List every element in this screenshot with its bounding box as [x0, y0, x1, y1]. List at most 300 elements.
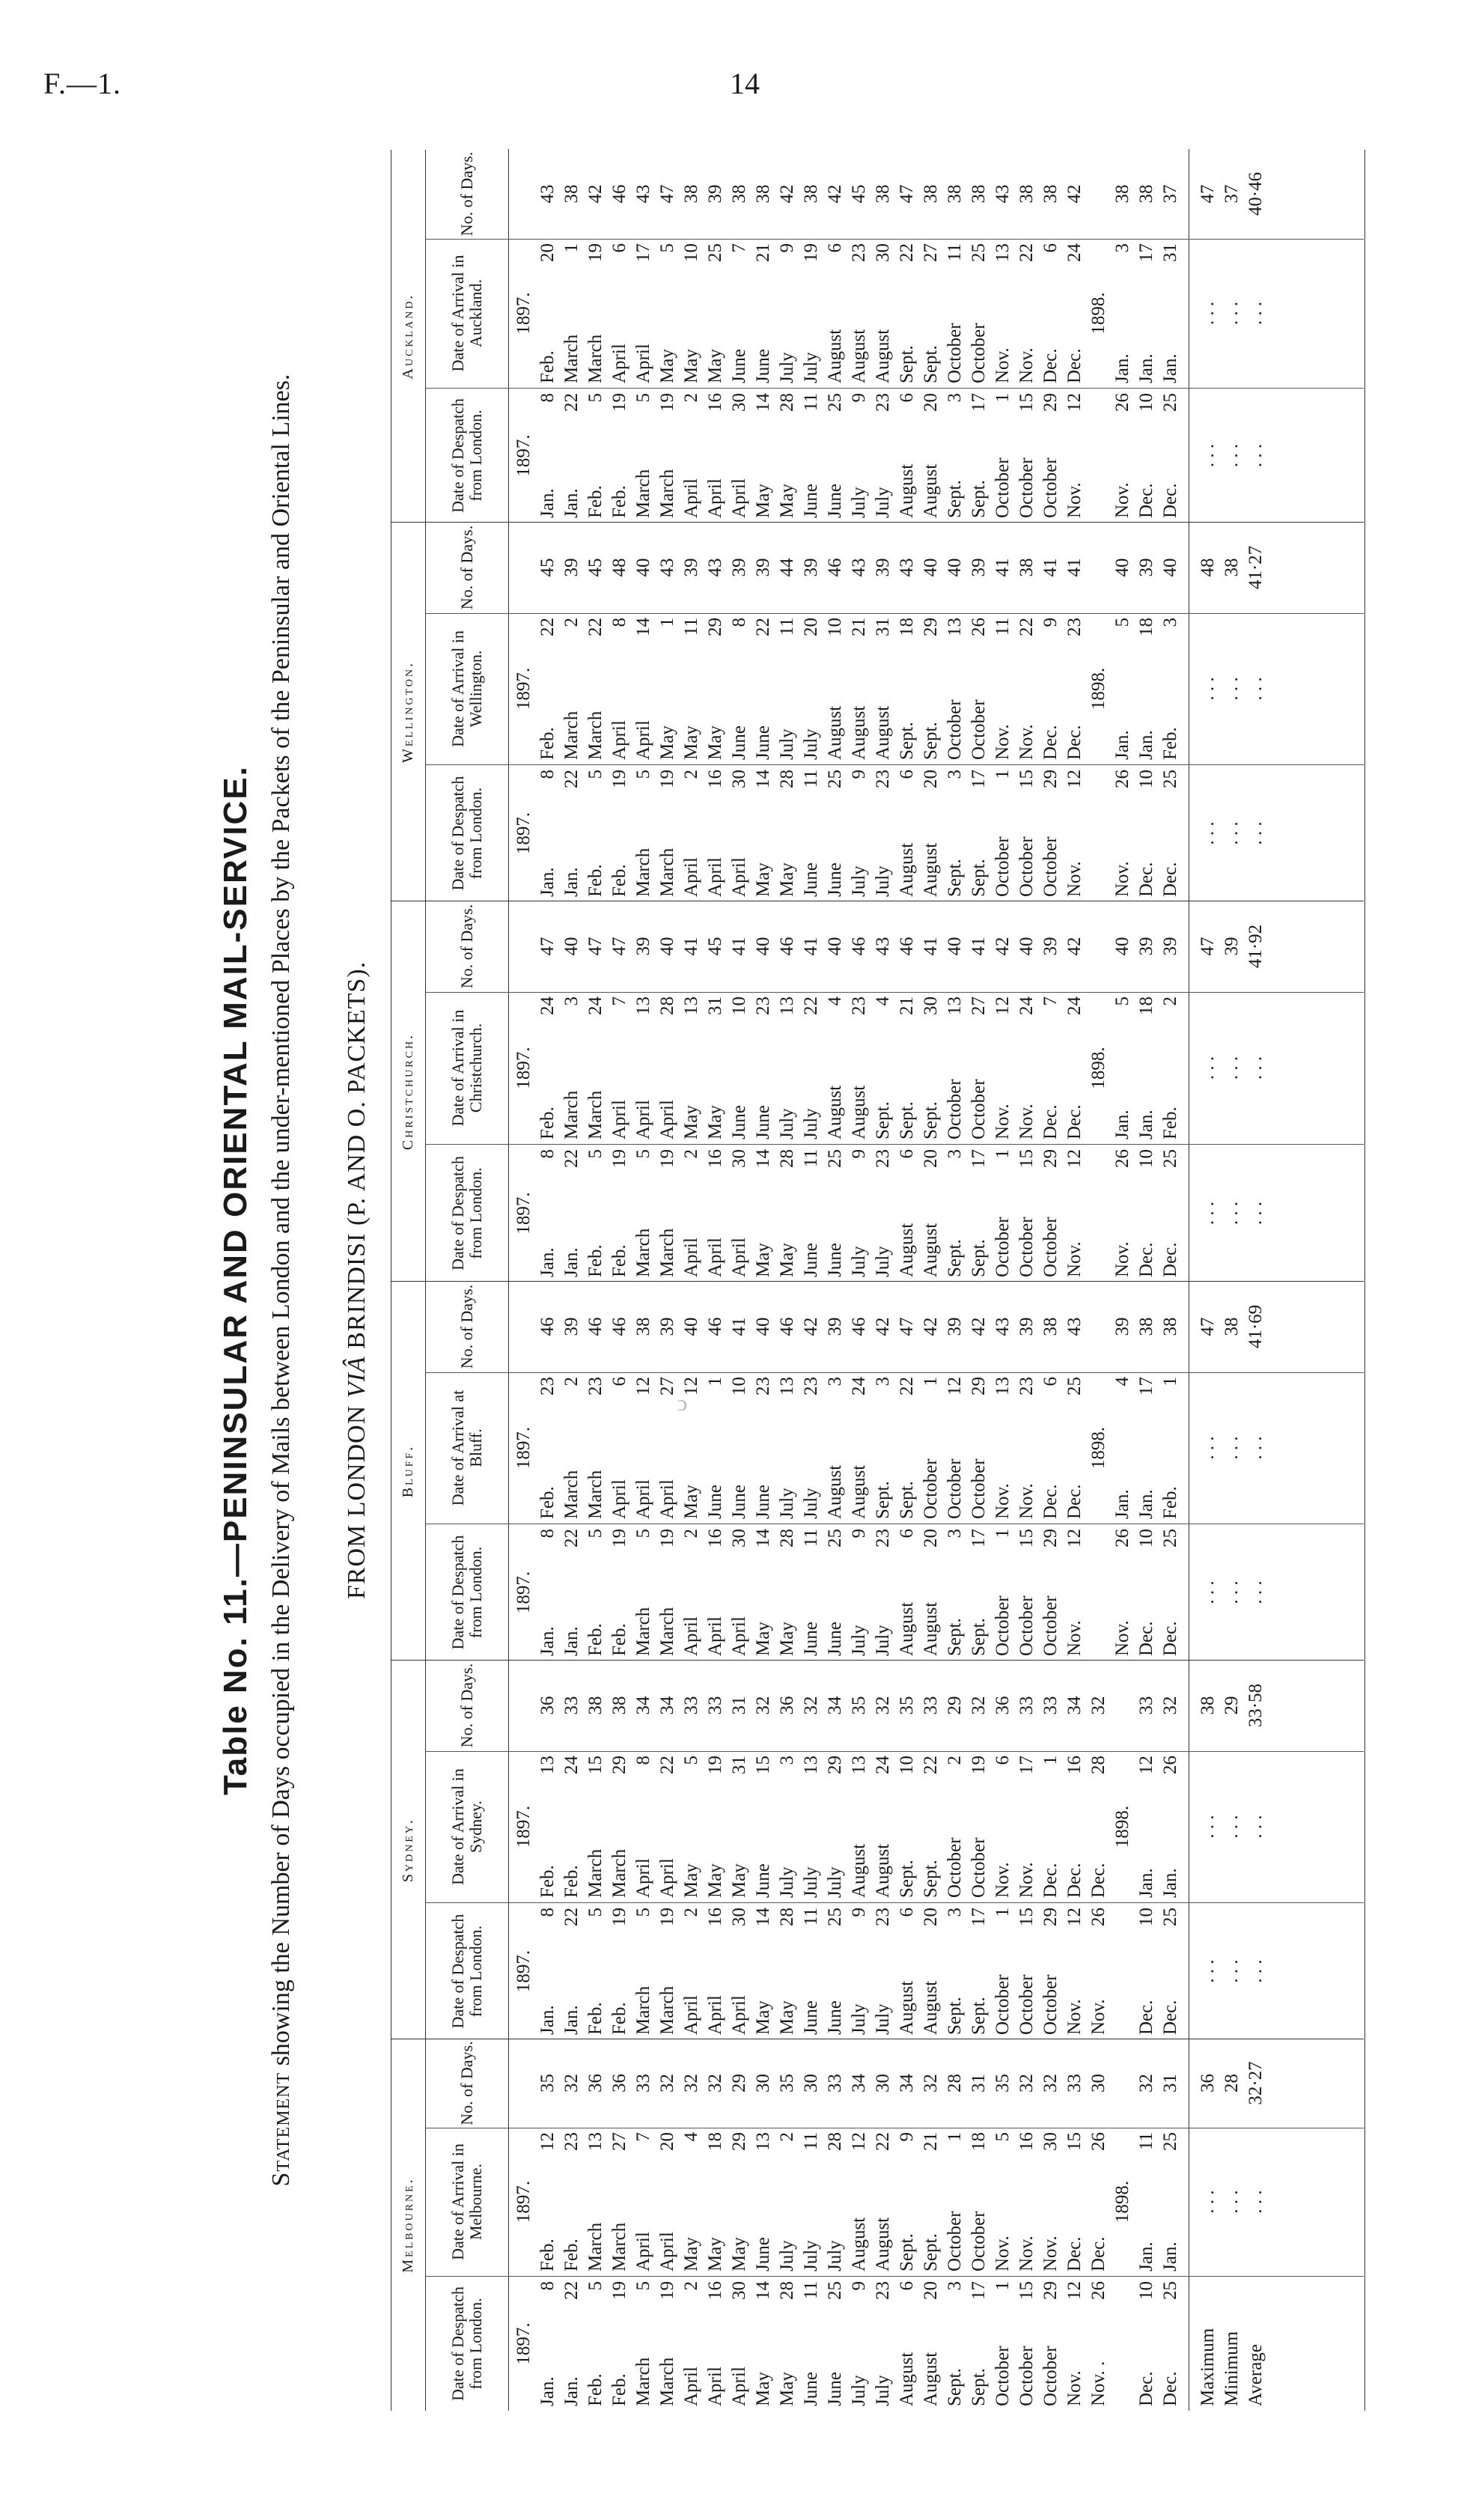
month: Nov.: [1040, 2236, 1061, 2271]
days-cell: 39: [681, 558, 701, 577]
day: 3: [561, 996, 582, 1006]
days-cell: 39: [873, 558, 893, 577]
day: 9: [849, 1908, 869, 1917]
arrival-date-cell: [584, 992, 608, 1144]
despatch-date-cell: [991, 1524, 1015, 1661]
days-column: [425, 1281, 1364, 1373]
arrival-date-cell: [967, 613, 991, 764]
despatch-date-cell: [632, 1903, 656, 2039]
day: 12: [849, 2132, 869, 2151]
month: May: [681, 1105, 701, 1139]
days-cell: 40: [825, 937, 845, 956]
day: 7: [633, 2132, 653, 2142]
days-cell: 32: [1160, 1696, 1180, 1715]
day: 4: [1112, 1377, 1132, 1387]
day: 22: [561, 1149, 582, 1168]
arrival-date-cell: [823, 992, 847, 1144]
despatch-date-cell: [775, 389, 799, 523]
year-cell: [1087, 765, 1111, 901]
despatch-date-cell: [943, 1903, 967, 2039]
arrival-date-cell: [751, 1751, 775, 1902]
day: 5: [585, 1529, 606, 1539]
arrival-header: Date of Arrival in Melbourne.: [425, 2128, 509, 2276]
despatch-date-cell: [1015, 389, 1039, 523]
despatch-column: [425, 1524, 1364, 1661]
summary-dots: . . .: [1245, 677, 1266, 701]
day: 6: [1040, 1377, 1061, 1387]
mail-service-table: [391, 150, 1386, 2411]
days-cell: 35: [849, 1696, 869, 1715]
arrival-date-cell: [871, 613, 895, 764]
month: Feb.: [585, 1244, 606, 1277]
arrival-date-cell: [775, 2128, 799, 2276]
summary-avg-value: 41·27: [1245, 545, 1266, 590]
arrival-date-cell: [632, 2128, 656, 2276]
arrival-date-cell: [991, 1751, 1015, 1902]
month: May: [681, 1863, 701, 1898]
month: May: [705, 1105, 725, 1139]
day: 19: [609, 1529, 629, 1547]
day: 23: [753, 996, 773, 1015]
day: 30: [729, 2281, 749, 2300]
arrival-date-cell: [1015, 1751, 1039, 1902]
days-cell: 28: [945, 2074, 965, 2093]
day: 22: [657, 1756, 677, 1774]
arrival-date-cell: [967, 239, 991, 388]
day: 9: [849, 770, 869, 779]
arrival-date-cell: [728, 1751, 751, 1902]
despatch-date-cell: [536, 389, 560, 523]
group-name: Wellington.: [391, 523, 426, 901]
arrival-date-cell: [560, 1751, 584, 1902]
despatch-date-cell: [704, 2277, 728, 2411]
days-cell: 40: [657, 937, 677, 956]
month: Nov.: [1016, 1483, 1037, 1519]
day: 1: [657, 618, 677, 627]
day: 26: [1088, 2281, 1108, 2300]
days-cell: 32: [921, 2074, 941, 2093]
days-cell: [512, 901, 536, 992]
despatch-date-cell: [919, 1145, 943, 1282]
despatch-date-cell: [1015, 1903, 1039, 2039]
month: Nov.: [1064, 1999, 1085, 2035]
group-name: Bluff.: [391, 1282, 426, 1661]
month: October: [945, 2211, 965, 2271]
days-cell: 45: [705, 937, 725, 956]
group-auckland: [391, 150, 1364, 523]
day: 22: [1016, 618, 1037, 636]
despatch-date-cell: [656, 1145, 680, 1282]
day: 25: [1160, 1149, 1180, 1168]
arrival-date-cell: [632, 239, 656, 388]
days-cell: 30: [1088, 2074, 1108, 2093]
day: 3: [945, 1149, 965, 1159]
days-cell: 45: [849, 184, 869, 204]
day: 5: [992, 2132, 1013, 2142]
year-cell: 1898.: [1112, 2180, 1132, 2224]
days-cell: 43: [1064, 1317, 1085, 1336]
day: 11: [681, 618, 701, 636]
day: 1: [992, 770, 1013, 779]
month: May: [657, 725, 677, 760]
despatch-date-cell: [823, 765, 847, 901]
summary-dots: . . .: [1245, 1959, 1266, 1983]
month: October: [969, 2211, 989, 2271]
day: 31: [729, 1756, 749, 1774]
arrival-date-cell: [871, 2128, 895, 2276]
day: 23: [873, 1149, 893, 1168]
days-cell: 33: [921, 1696, 941, 1715]
day: 13: [777, 996, 797, 1015]
month: July: [849, 2375, 869, 2406]
days-header: No. of Days.: [425, 1660, 509, 1751]
arrival-header: Date of Arrival at Bluff.: [425, 1372, 509, 1524]
day: 20: [921, 770, 941, 788]
month: April: [633, 1100, 653, 1139]
days-cell: 41: [992, 558, 1013, 577]
arrival-date-cell: [1063, 239, 1087, 388]
days-cell: 43: [992, 1317, 1013, 1336]
day: 22: [561, 2281, 582, 2300]
day: 29: [921, 618, 941, 636]
day: 12: [992, 996, 1013, 1015]
month: Jan.: [1112, 730, 1132, 760]
month: August: [849, 1085, 869, 1139]
days-cell: 34: [657, 1696, 677, 1715]
day: 6: [897, 1529, 917, 1539]
arrival-date-cell: [871, 1751, 895, 1902]
day: 12: [1064, 1908, 1085, 1926]
arrival-date-cell: [1039, 1751, 1063, 1902]
arrival-date-cell: [680, 992, 704, 1144]
summary-min-label: Minimum: [1222, 2331, 1242, 2406]
day: 1: [992, 1529, 1013, 1539]
table-title: Table No. 11.—PENINSULAR AND ORIENTAL MAIL-SERVICE.: [217, 765, 254, 1795]
arrival-date-cell: [1111, 992, 1135, 1144]
month: Jan.: [561, 2005, 582, 2035]
despatch-column: [425, 1903, 1364, 2039]
month: Dec.: [1136, 2000, 1156, 2035]
day: 13: [801, 1756, 821, 1774]
month: June: [801, 1243, 821, 1277]
despatch-date-cell: [1159, 1903, 1183, 2039]
arrival-date-cell: [919, 2128, 943, 2276]
despatch-date-cell: [560, 1524, 584, 1661]
day: 28: [777, 1149, 797, 1168]
month: May: [753, 2372, 773, 2406]
despatch-date-cell: [751, 1524, 775, 1661]
month: Sept.: [969, 1997, 989, 2035]
day: 12: [633, 1377, 653, 1396]
days-cell: 33: [1064, 2074, 1085, 2093]
month: October: [945, 699, 965, 760]
route-after: BRINDISI (P. AND O. PACKETS).: [343, 961, 370, 1357]
day: 23: [873, 393, 893, 412]
despatch-date-cell: [847, 2277, 871, 2411]
summary-dots: . . .: [1245, 1815, 1266, 1839]
day: 19: [969, 1756, 989, 1774]
month: October: [992, 1974, 1013, 2035]
day: 10: [1136, 1149, 1156, 1168]
despatch-date-cell: [608, 765, 632, 901]
day: 19: [801, 243, 821, 262]
day: 10: [1136, 2281, 1156, 2300]
day: 1: [992, 2281, 1013, 2291]
month: October: [1040, 836, 1061, 897]
month: July: [873, 1246, 893, 1277]
month: October: [1040, 1595, 1061, 1656]
days-cell: 43: [633, 184, 653, 204]
month: June: [753, 1863, 773, 1898]
day: 22: [897, 243, 917, 262]
month: June: [729, 725, 749, 760]
month: Dec.: [1064, 348, 1085, 383]
arrival-date-cell: [847, 1751, 871, 1902]
despatch-date-cell: [1159, 389, 1183, 523]
despatch-date-cell: [1087, 1903, 1111, 2039]
despatch-date-cell: [656, 1903, 680, 2039]
day: 19: [609, 393, 629, 412]
despatch-date-cell: [608, 1145, 632, 1282]
month: June: [729, 1485, 749, 1519]
day: 26: [969, 618, 989, 636]
days-cell: 41: [801, 937, 821, 956]
despatch-date-cell: [895, 2277, 919, 2411]
despatch-date-cell: [1039, 765, 1063, 901]
days-cell: 38: [633, 1317, 653, 1336]
day: 5: [585, 1149, 606, 1159]
day: 22: [1016, 243, 1037, 262]
arrival-date-cell: [1039, 613, 1063, 764]
despatch-cells: [512, 765, 1183, 901]
month: April: [729, 857, 749, 897]
day: 4: [681, 2132, 701, 2142]
month: August: [897, 842, 917, 897]
despatch-date-cell: [704, 1145, 728, 1282]
month: Jan.: [537, 1626, 558, 1656]
arrival-date-cell: [608, 2128, 632, 2276]
month: April: [705, 1616, 725, 1656]
despatch-date-cell: [704, 1903, 728, 2039]
arrival-date-cell: [656, 992, 680, 1144]
month: March: [633, 1607, 653, 1656]
summary-dots: . . .: [1222, 2190, 1242, 2214]
days-cell: 40: [945, 937, 965, 956]
month: April: [705, 1238, 725, 1277]
summary-dots: . . .: [1222, 443, 1242, 468]
arrival-date-cell: [680, 613, 704, 764]
month: July: [849, 865, 869, 897]
month: March: [609, 2222, 629, 2271]
summary-min-value: 38: [1222, 1317, 1242, 1336]
despatch-header: Date of Despatch from London.: [425, 1145, 509, 1282]
arrival-date-cell: [751, 2128, 775, 2276]
month: Jan.: [537, 1247, 558, 1277]
day: 25: [825, 1908, 845, 1926]
day: 25: [825, 1149, 845, 1168]
month: May: [777, 2372, 797, 2406]
arrival-date-cell: [991, 1372, 1015, 1524]
day: 6: [897, 393, 917, 403]
summary-dots: . . .: [1222, 1056, 1242, 1080]
day: 14: [753, 393, 773, 412]
month: October: [1016, 1217, 1037, 1277]
day: 17: [633, 243, 653, 262]
day: 11: [801, 2281, 821, 2300]
days-cell: 42: [873, 1317, 893, 1336]
arrival-header: Date of Arrival in Christchurch.: [425, 992, 509, 1144]
arrival-date-cell: [536, 1751, 560, 1902]
month: Sept.: [873, 1101, 893, 1139]
arrival-summary: [1196, 613, 1268, 764]
arrival-column: [425, 992, 1364, 1145]
summary-dots: . . .: [1245, 2190, 1266, 2214]
arrival-date-cell: [1015, 1372, 1039, 1524]
day: 16: [1016, 2132, 1037, 2151]
day: 17: [1016, 1756, 1037, 1774]
group-melbourne: [391, 2039, 1364, 2411]
group-sydney: [391, 1660, 1364, 2039]
despatch-date-cell: [608, 2277, 632, 2411]
despatch-date-cell: [584, 765, 608, 901]
month: June: [753, 2237, 773, 2271]
month: July: [873, 865, 893, 897]
day: 20: [921, 1529, 941, 1547]
days-cell: 38: [729, 184, 749, 204]
day: 28: [1088, 1756, 1108, 1774]
month: April: [705, 1995, 725, 2035]
month: March: [585, 1090, 606, 1139]
day: 24: [1016, 996, 1037, 1015]
days-cell: 33: [825, 2074, 845, 2093]
despatch-date-cell: [656, 1524, 680, 1661]
day: 15: [1064, 2132, 1085, 2151]
month: Jan.: [1136, 1110, 1156, 1139]
day: 17: [1136, 243, 1156, 262]
day: 29: [705, 618, 725, 636]
day: 15: [1016, 2281, 1037, 2300]
days-cells: [512, 149, 1183, 239]
days-cell: 33: [1040, 1696, 1061, 1715]
days-cell: 47: [537, 937, 558, 956]
arrival-date-cell: [1159, 239, 1183, 388]
day: 9: [1040, 618, 1061, 627]
despatch-date-cell: [728, 389, 751, 523]
day: 26: [1112, 1149, 1132, 1168]
arrival-date-cell: [1135, 613, 1159, 764]
despatch-date-cell: [967, 1145, 991, 1282]
days-cell: 38: [753, 184, 773, 204]
month: Feb.: [609, 2373, 629, 2406]
days-cell: 40: [561, 937, 582, 956]
year-cell: 1897.: [513, 1805, 534, 1848]
despatch-date-cell: [871, 765, 895, 901]
despatch-date-cell: [919, 2277, 943, 2411]
despatch-date-cell: [1111, 1145, 1135, 1282]
day: 29: [1040, 393, 1061, 412]
month: Dec.: [1136, 1621, 1156, 1656]
days-cell: [1087, 522, 1111, 613]
arrival-date-cell: [1087, 1751, 1111, 1902]
month: Nov.: [992, 1483, 1013, 1519]
day: 28: [657, 996, 677, 1015]
day: 25: [1160, 1908, 1180, 1926]
arrival-date-cell: [728, 613, 751, 764]
month: March: [657, 469, 677, 518]
month: Jan.: [561, 1626, 582, 1656]
despatch-date-cell: [991, 1145, 1015, 1282]
summary-avg-value: 33·58: [1245, 1683, 1266, 1728]
day: 10: [1136, 393, 1156, 412]
month: July: [873, 2003, 893, 2035]
arrival-date-cell: [704, 1372, 728, 1524]
days-cell: 48: [609, 558, 629, 577]
days-cell: 38: [921, 184, 941, 204]
days-cell: 31: [729, 1696, 749, 1715]
month: June: [825, 1622, 845, 1656]
month: Feb.: [609, 1623, 629, 1656]
arrival-date-cell: [823, 1372, 847, 1524]
arrival-summary: [1196, 992, 1268, 1144]
month: Nov. .: [1088, 2361, 1108, 2406]
arrival-date-cell: [704, 613, 728, 764]
days-cell: 36: [992, 1696, 1013, 1715]
month: March: [657, 1228, 677, 1277]
summary-dots: . . .: [1222, 1580, 1242, 1604]
days-cell: 40: [945, 558, 965, 577]
day: 10: [1136, 770, 1156, 788]
days-cell: 38: [609, 1696, 629, 1715]
day: 1: [921, 1377, 941, 1387]
despatch-date-cell: [751, 765, 775, 901]
arrival-date-cell: [560, 2128, 584, 2276]
summary-dots: . . .: [1245, 443, 1266, 468]
day: 23: [753, 1377, 773, 1396]
month: May: [753, 862, 773, 897]
days-cell: 47: [609, 937, 629, 956]
month: Jan.: [1136, 353, 1156, 383]
month: July: [825, 2240, 845, 2271]
arrival-date-cell: [608, 992, 632, 1144]
day: 21: [849, 618, 869, 636]
month: Nov.: [992, 1862, 1013, 1898]
day: 17: [969, 770, 989, 788]
month: Jan.: [561, 1247, 582, 1277]
month: Sept.: [921, 345, 941, 383]
day: 24: [849, 1377, 869, 1396]
rotated-table-block: [217, 150, 1385, 2411]
despatch-date-cell: [1039, 2277, 1063, 2411]
summary-dots: . . .: [1222, 1959, 1242, 1983]
day: 22: [801, 996, 821, 1015]
month: March: [585, 1470, 606, 1519]
arrival-header: Date of Arrival in Sydney.: [425, 1751, 509, 1902]
year-cell: 1897.: [513, 434, 534, 477]
month: Nov.: [1016, 1104, 1037, 1139]
arrival-date-cell: [584, 1372, 608, 1524]
month: April: [705, 2367, 725, 2406]
arrival-date-cell: [632, 1751, 656, 1902]
month: July: [777, 1866, 797, 1898]
despatch-date-cell: [775, 1524, 799, 1661]
day: 17: [1136, 1377, 1156, 1396]
month: July: [777, 1108, 797, 1139]
day: 15: [1016, 1529, 1037, 1547]
despatch-date-cell: [871, 2277, 895, 2411]
despatch-date-cell: [775, 1145, 799, 1282]
month: May: [705, 725, 725, 760]
month: April: [609, 1100, 629, 1139]
